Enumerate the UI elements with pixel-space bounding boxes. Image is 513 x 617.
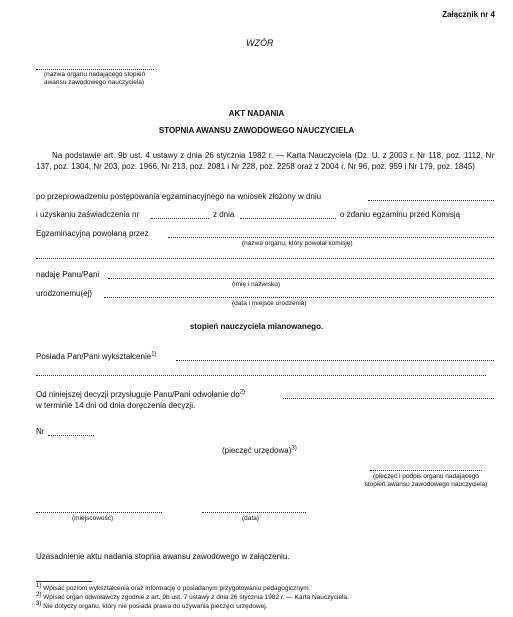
footnote-2-mark: 2): [36, 591, 42, 598]
born-label: urodzonemu(ej): [36, 289, 93, 298]
born-caption: (data i miejsce urodzenia): [232, 300, 307, 307]
appeal-authority-field[interactable]: [283, 398, 494, 399]
attachment-label: Załącznik nr 4: [442, 10, 495, 19]
template-label: WZÓR: [246, 38, 274, 48]
footnote-1: [36, 582, 311, 593]
birth-field[interactable]: [104, 297, 494, 298]
footnote-3: [36, 600, 268, 611]
commission-caption: (nazwa organu, który powołał komisję): [242, 240, 353, 247]
issuer-caption: (nazwa organu nadającego stopień awansu zawodowego nauczyciela): [44, 71, 146, 86]
commission-label: Egzaminacyjną powołaną przez: [36, 229, 149, 238]
name-field[interactable]: [108, 278, 494, 279]
date-caption: (data): [242, 515, 259, 522]
procedure-label: po przeprowadzeniu postępowania egzaminacyjnego na wniosek złożony w dniu: [36, 192, 322, 201]
issuer-line[interactable]: [36, 69, 154, 70]
education-field-continued[interactable]: [36, 375, 486, 376]
certificate-label: i uzyskaniu zaświadczenia nr: [36, 210, 140, 219]
grant-label: nadaję Panu/Pani: [36, 270, 100, 279]
footnote-2: [36, 591, 349, 602]
degree-text: stopień nauczyciela mianowanego.: [189, 322, 324, 331]
footnote-3-ref: 3): [291, 445, 297, 452]
commission-field-continued[interactable]: [36, 258, 494, 259]
date-field[interactable]: [202, 512, 306, 513]
footnote-divider: [36, 581, 92, 582]
footnote-3-text: Nie dotyczy organu, który nie posiada prawa do używania pieczęci urzędowej.: [43, 603, 268, 610]
footnote-2-ref: 2): [239, 389, 246, 396]
signature-line[interactable]: [370, 470, 482, 471]
certificate-date-label: z dnia: [213, 210, 235, 219]
application-date-field[interactable]: [368, 200, 494, 201]
name-caption: (imię i nazwisko): [232, 281, 281, 288]
place-caption: (miejscowość): [72, 515, 114, 522]
education-label: Posiada Pan/Pani wykształcenie: [36, 352, 152, 361]
exam-label: o zdaniu egzaminu przed Komisją: [340, 210, 461, 219]
number-label: Nr: [36, 427, 45, 436]
education-block: [36, 352, 157, 362]
footnote-1-text: Wpisać poziom wykształcenia oraz informację o posiadanym przygotowaniu pedagogicznym.: [43, 585, 311, 592]
title-act: AKT NADANIA: [228, 109, 285, 118]
appeal-block: [36, 390, 245, 400]
signature-caption: (pieczęć i podpis organu nadającego stopień awansu zawodowego nauczyciela): [364, 473, 488, 488]
certificate-date-field[interactable]: [240, 218, 336, 219]
education-field[interactable]: [176, 360, 494, 361]
number-field[interactable]: [48, 435, 94, 436]
legal-basis: Na podstawie art. 9b ust. 4 ustawy z dnia 26 stycznia 1982 r. — Karta Nauczyciela (Dz. U. z 2003 r. Nr 118, poz. 1112, Nr 137, poz. 1304, Nr 203, poz. 1966, Nr 213, poz. 2081 i Nr 228, poz. 2258 oraz z 2004 r. Nr 96, poz. 959 i Nr 179, poz. 1845): [36, 151, 494, 171]
footnote-3-mark: 3): [36, 600, 42, 607]
footnote-1-ref: 1): [151, 351, 157, 358]
justification-text: Uzasadnienie aktu nadania stopnia awansu zawodowego w załączeniu.: [36, 552, 290, 561]
title-degree: STOPNIA AWANSU ZAWODOWEGO NAUCZYCIELA: [158, 126, 355, 135]
certificate-number-field[interactable]: [151, 218, 209, 219]
appeal-label: Od niniejszej decyzji przysługuje Panu/Pani odwołanie do: [36, 390, 240, 399]
place-field[interactable]: [36, 512, 162, 513]
stamp-block: [222, 446, 297, 456]
footnote-2-text: Wpisać organ odwoławczy zgodnie z art. 9b ust. 7 ustawy z dnia 26 stycznia 1982 r. — Karta Nauczyciela.: [43, 594, 349, 601]
stamp-label: (pieczęć urzędowa): [222, 446, 292, 455]
commission-field[interactable]: [168, 237, 494, 238]
footnote-1-mark: 1): [36, 582, 42, 589]
appeal-deadline: w terminie 14 dni od dnia doręczenia decyzji.: [36, 401, 196, 410]
